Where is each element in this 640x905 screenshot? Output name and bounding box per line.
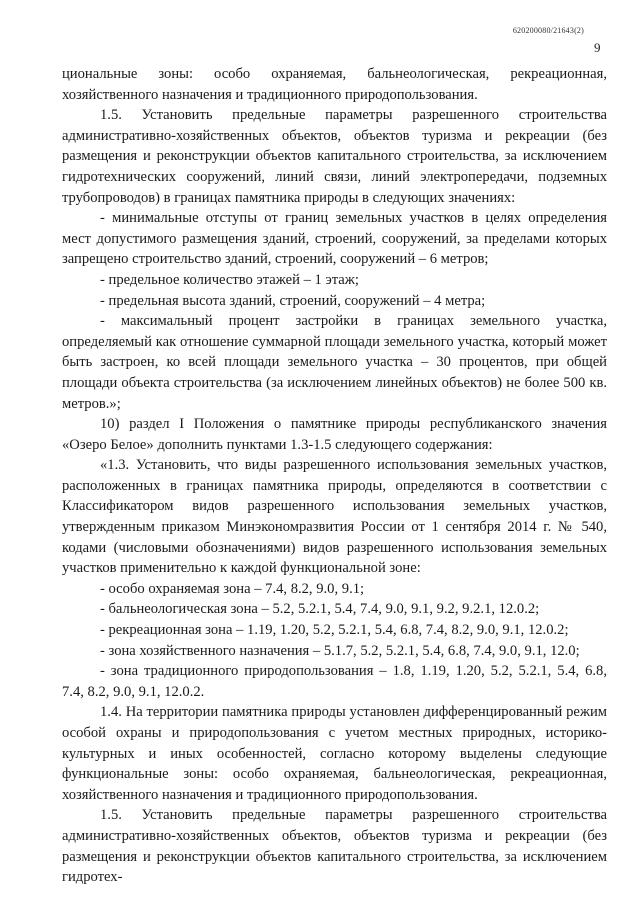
document-id: 620200080/21643(2) <box>512 26 584 35</box>
paragraph: - предельная высота зданий, строений, сооружений – 4 метра; <box>100 292 486 309</box>
paragraph: «1.3. Установить, что виды разрешенного использования земельных участков, расположенных в границах памятника природы, определяются в соответствии с Классификатором видов разрешенного использования земельных участков, утвержденным приказом Минэкономразвития России от 1 сентября 2014 г. № 540, кодами (числовыми обозначениями) видов разрешенного использования земельных участков применительно к каждой функциональной зоне: <box>62 457 607 577</box>
list-item: - бальнеологическая зона – 5.2, 5.2.1, 5.4, 7.4, 9.0, 9.1, 9.2, 9.2.1, 12.0.2; <box>100 601 540 618</box>
list-item: - особо охраняемая зона – 7.4, 8.2, 9.0, 9.1; <box>100 580 365 597</box>
page-number: 9 <box>594 40 601 55</box>
list-item: - зона хозяйственного назначения – 5.1.7, 5.2, 5.2.1, 5.4, 6.8, 7.4, 9.0, 9.1, 12.0; <box>100 642 580 659</box>
paragraph: - максимальный процент застройки в границах земельного участка, определяемый как отношение суммарной площади земельного участка, который может быть застроен, ко всей площади земельного участка – 30 процентов, при общей площади объекта строительства (за исключением линейных объектов) не более 500 кв. метров.»; <box>62 313 607 412</box>
document-body <box>62 64 607 888</box>
paragraph: 1.5. Установить предельные параметры разрешенного строительства административно-хозяйственных объектов, объектов туризма и рекреации (без размещения и реконструкции объектов капитального строительства, за исключением гидротехнических сооружений, линий связи, линий электропередачи, подземных трубопроводов) в границах памятника природы в следующих значениях: <box>62 107 607 206</box>
paragraph: циональные зоны: особо охраняемая, бальнеологическая, рекреационная, хозяйственного назначения и традиционного природопользования. <box>62 66 607 103</box>
paragraph: - предельное количество этажей – 1 этаж; <box>100 271 359 288</box>
paragraph: - минимальные отступы от границ земельных участков в целях определения мест допустимого размещения зданий, строений, сооружений, за пределами которых запрещено строительство зданий, строений, сооружений – 6 метров; <box>62 210 607 268</box>
paragraph: 1.4. На территории памятника природы установлен дифференцированный режим особой охраны и природопользования с учетом местных природных, историко-культурных и иных особенностей, согласно которому выделены следующие функциональные зоны: особо охраняемая, бальнеологическая, рекреационная, хозяйственного назначения и традиционного природопользования. <box>62 704 607 803</box>
list-item: - рекреационная зона – 1.19, 1.20, 5.2, 5.2.1, 5.4, 6.8, 7.4, 8.2, 9.0, 9.1, 12.0.2; <box>100 622 569 639</box>
list-item: - зона традиционного природопользования – 1.8, 1.19, 1.20, 5.2, 5.2.1, 5.4, 6.8, 7.4, 8.2, 9.0, 9.1, 12.0.2. <box>62 663 607 700</box>
paragraph: 10) раздел I Положения о памятнике природы республиканского значения «Озеро Белое» дополнить пунктами 1.3-1.5 следующего содержания: <box>62 416 607 453</box>
paragraph: 1.5. Установить предельные параметры разрешенного строительства административно-хозяйственных объектов, объектов туризма и рекреации (без размещения и реконструкции объектов капитального строительства, за исключением гидротех- <box>62 807 607 886</box>
